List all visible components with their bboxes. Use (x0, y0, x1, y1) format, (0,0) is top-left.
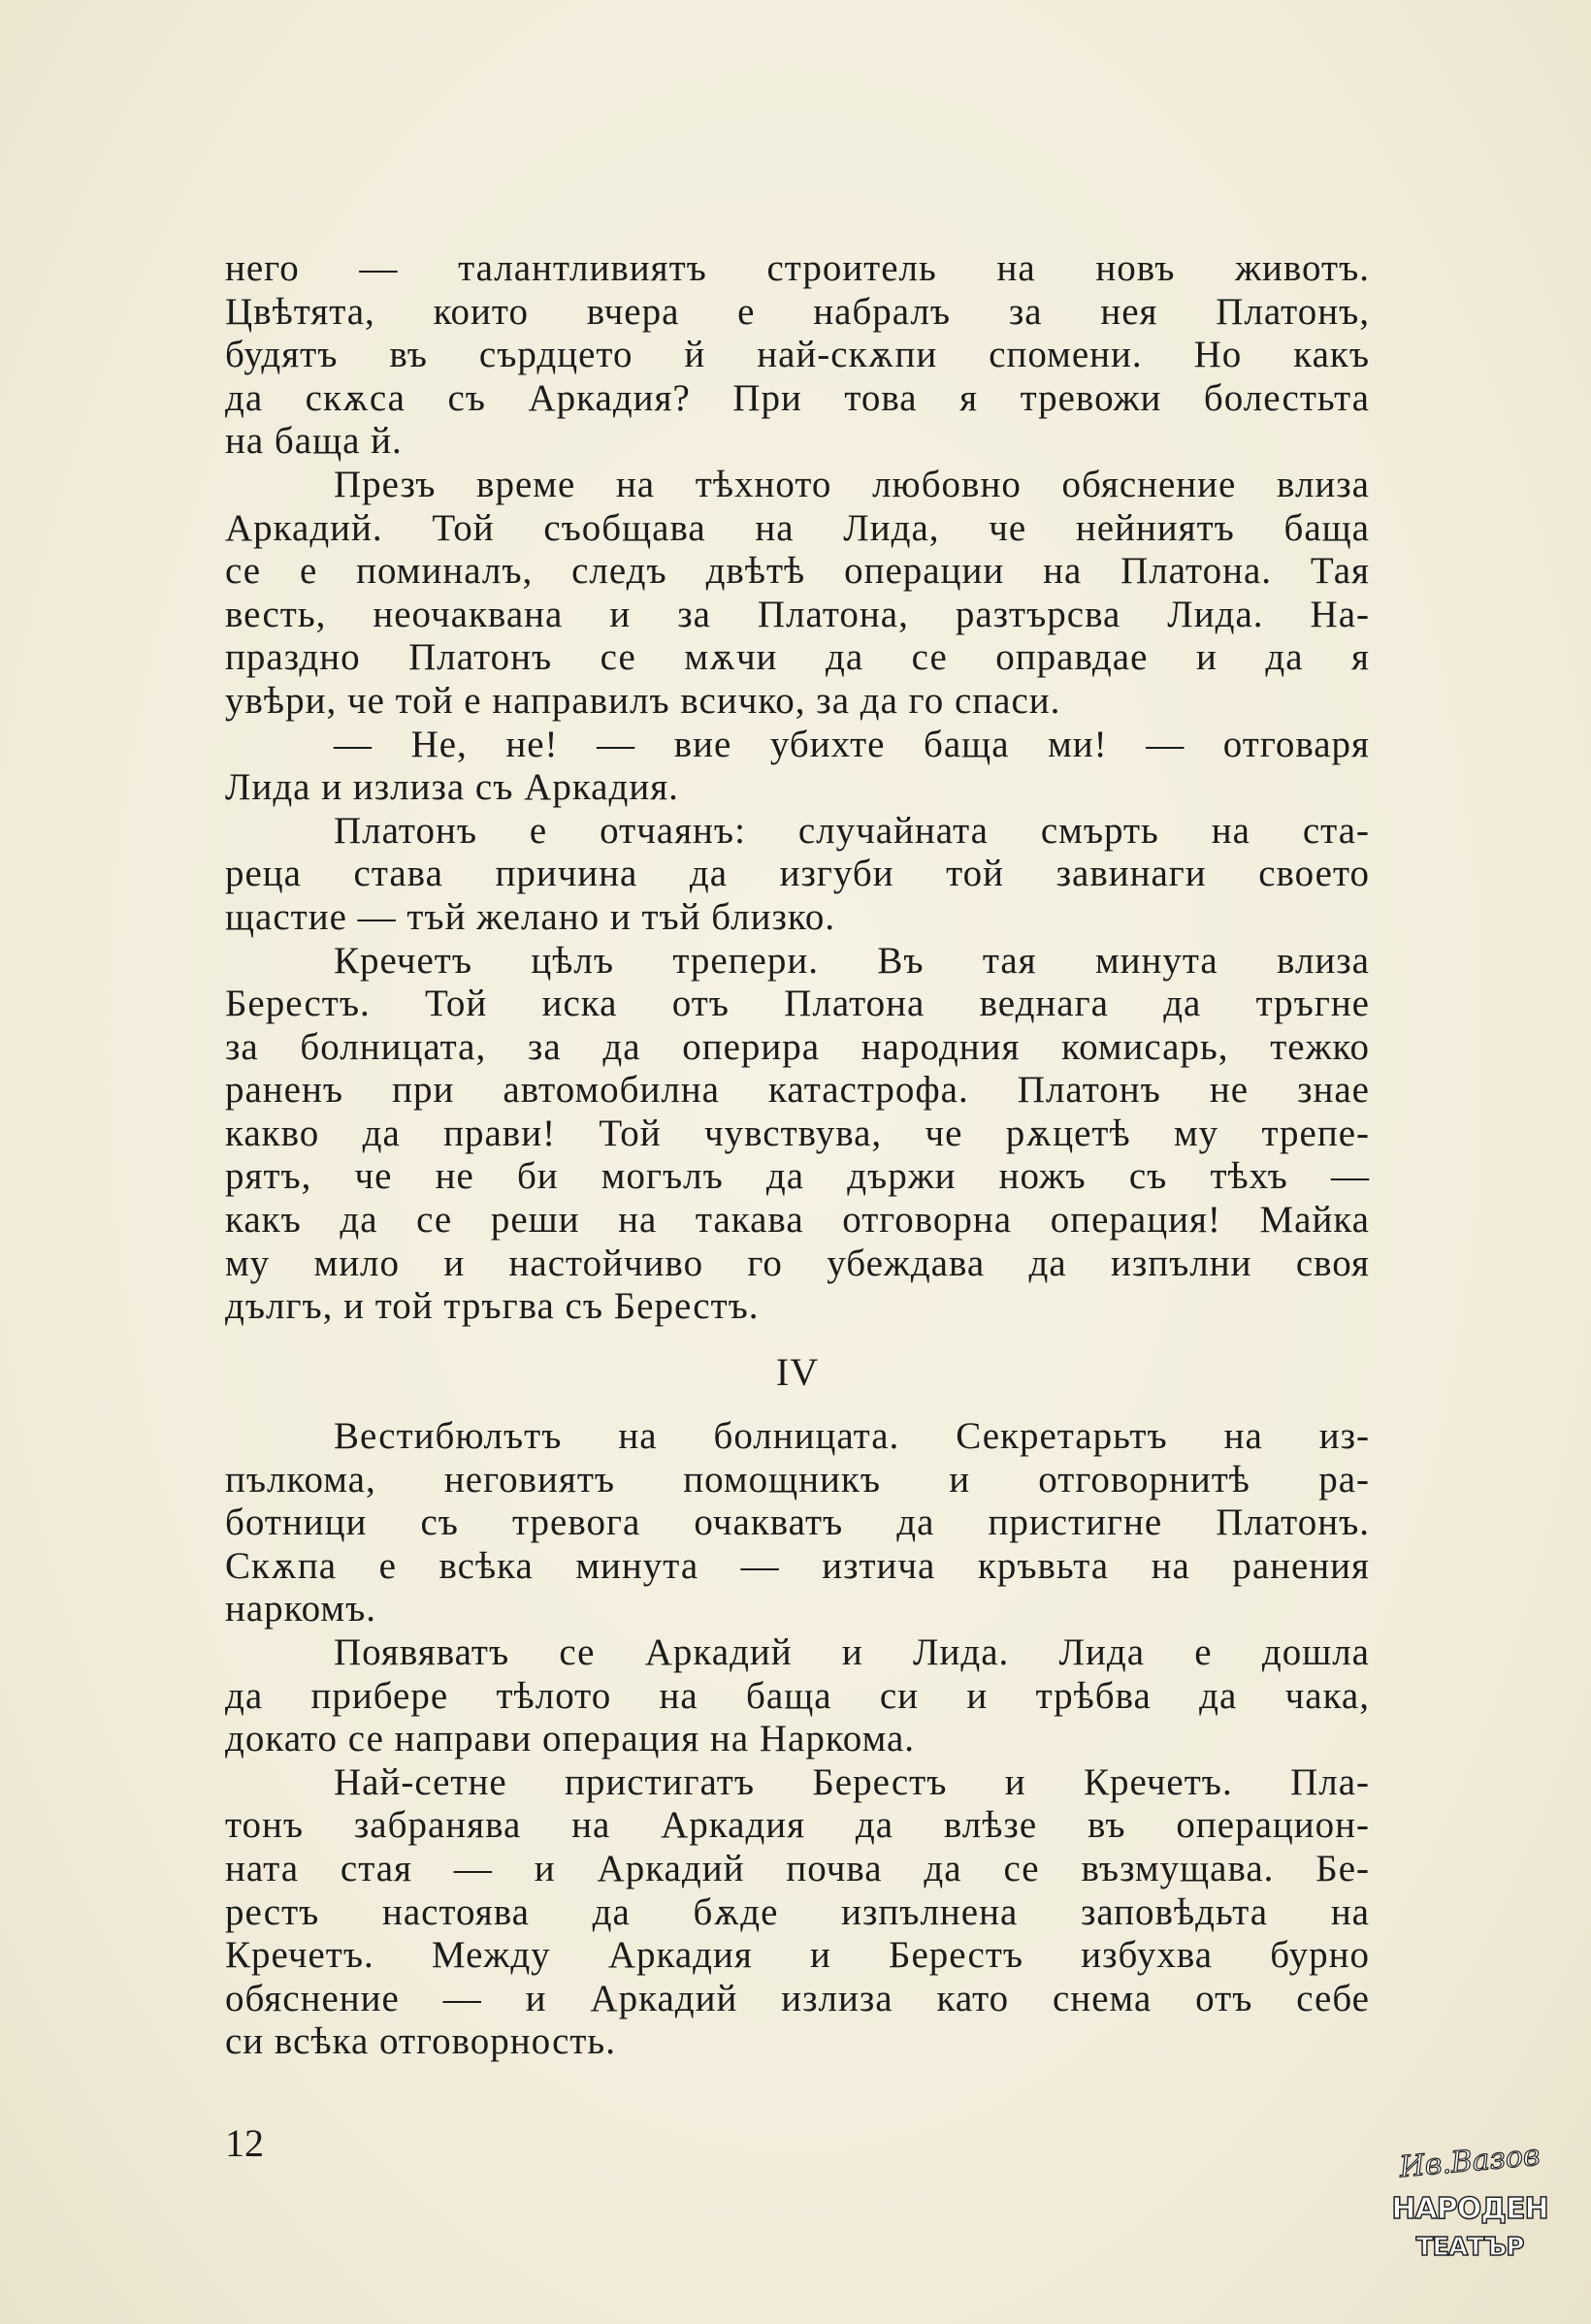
text-line: Скѫпа е всѣка минута — изтича кръвьта на ранения (225, 1544, 1370, 1587)
text-line: му мило и настойчиво го убеждава да изпълни своя (225, 1242, 1370, 1284)
logo-line-1: НАРОДЕН (1391, 2192, 1548, 2226)
text-line: на баща й. (225, 420, 403, 463)
text-line: тонъ забранява на Аркадия да влѣзе въ операцион- (225, 1804, 1370, 1847)
text-line: Най-сетне пристигатъ Берестъ и Кречетъ. Пла- (334, 1760, 1370, 1803)
text-line: Презъ време на тѣхното любовно обяснение влиза (334, 463, 1370, 505)
text-line: обяснение — и Аркадий излиза като снема отъ себе (225, 1977, 1370, 2019)
text-line: увѣри, че той е направилъ всичко, за да го спаси. (225, 679, 1061, 722)
text-line: наркомъ. (225, 1588, 377, 1630)
text-line: си всѣка отговорность. (225, 2020, 616, 2063)
text-line: се е поминалъ, следъ двѣтѣ операции на Платона. Тая (225, 550, 1370, 593)
section-heading: IV (775, 1349, 820, 1394)
text-line: Появяватъ се Аркадий и Лида. Лида е дошла (334, 1631, 1370, 1673)
paragraph (225, 464, 1370, 724)
text-line: Цвѣтята, които вчера е набралъ за нея Платонъ, (225, 290, 1370, 333)
text-line: ната стая — и Аркадий почва да се възмущава. Бе- (225, 1847, 1370, 1889)
paragraph (225, 247, 1370, 464)
text-line: Вестибюлътъ на болницата. Секретарьтъ на из- (334, 1415, 1370, 1458)
paragraph (225, 810, 1370, 940)
text-line: Кречетъ цѣлъ трепери. Въ тая минута влиза (334, 939, 1370, 982)
text-line: Аркадий. Той съобщава на Лида, че нейниятъ баща (225, 506, 1370, 549)
paragraph (225, 940, 1370, 1329)
text-line: реца става причина да изгуби той завинаги своето (225, 853, 1370, 895)
text-line: праздно Платонъ се мѫчи да се оправдае и да я (225, 636, 1370, 679)
text-line: будятъ въ сърдцето й най-скѫпи спомени. Но какъ (225, 334, 1370, 376)
national-theatre-logo (1368, 2134, 1572, 2289)
text-line: за болницата, за да оперира народния комисарь, тежко (225, 1025, 1370, 1068)
text-line: Берестъ. Той иска отъ Платона веднага да тръгне (225, 983, 1370, 1025)
paragraph (225, 1761, 1370, 2064)
paragraph (225, 724, 1370, 810)
text-line: Кречетъ. Между Аркадия и Берестъ избухва бурно (225, 1934, 1370, 1977)
text-line: дългъ, и той тръгва съ Берестъ. (225, 1285, 760, 1328)
text-line: рятъ, че не би могълъ да държи ножъ съ тѣхъ — (225, 1155, 1370, 1198)
text-line: какво да прави! Той чувствува, че рѫцетѣ му трепе- (225, 1112, 1370, 1154)
text-line: раненъ при автомобилна катастрофа. Платонъ не знае (225, 1069, 1370, 1112)
text-line: Платонъ е отчаянъ: случайната смърть на ста- (334, 809, 1370, 852)
logo-signature: Ив.Вазов (1398, 2138, 1542, 2185)
text-line: ботници съ тревога очакватъ да пристигне Платонъ. (225, 1501, 1370, 1544)
text-line: Лида и излиза съ Аркадия. (225, 766, 679, 809)
text-line: — Не, не! — вие убихте баща ми! — отговаря (334, 723, 1370, 765)
text-line: докато се направи операция на Наркома. (225, 1718, 916, 1760)
body-text (225, 247, 1370, 2064)
logo-line-2: ТЕАТЪР (1415, 2233, 1524, 2262)
paragraph (225, 1415, 1370, 1631)
text-line: рестъ настоява да бѫде изпълнена заповѣдьта на (225, 1890, 1370, 1933)
text-line: какъ да се реши на такава отговорна операция! Майка (225, 1199, 1370, 1242)
text-line: да скѫса съ Аркадия? При това я тревожи болестьта (225, 376, 1370, 419)
text-line: пълкома, неговиятъ помощникъ и отговорнитѣ ра- (225, 1458, 1370, 1501)
page-number: 12 (225, 2121, 264, 2165)
text-line: него — талантливиятъ строитель на новъ животъ. (225, 247, 1370, 289)
paragraph (225, 1631, 1370, 1761)
text-line: щастие — тъй желано и тъй близко. (225, 895, 836, 938)
text-line: весть, неочаквана и за Платона, разтърсва Лида. На- (225, 593, 1370, 635)
text-line: да прибере тѣлото на баща си и трѣбва да чака, (225, 1674, 1370, 1717)
